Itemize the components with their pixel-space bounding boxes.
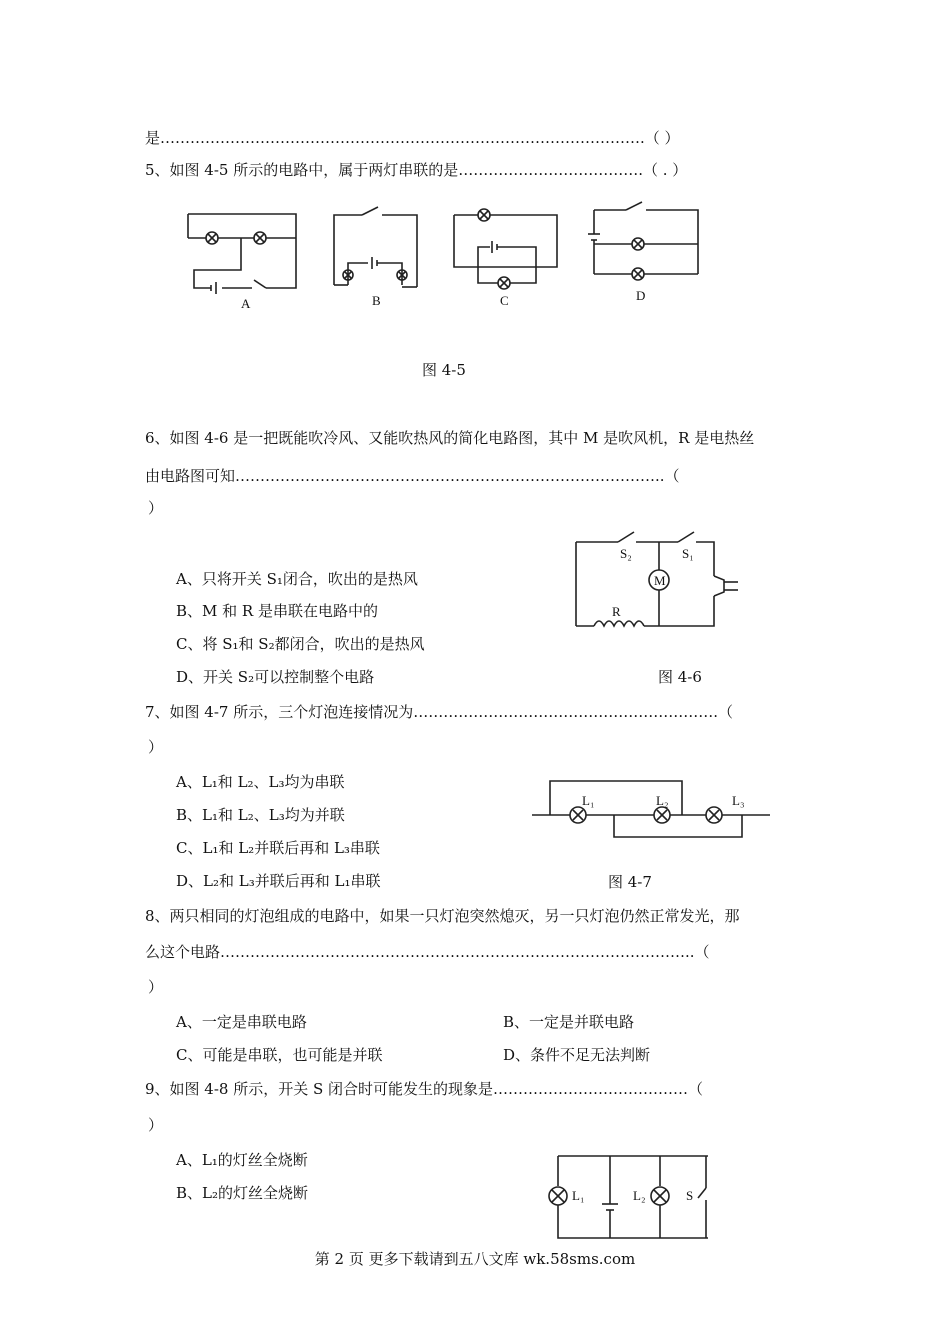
q9-stem-line1: 9、如图 4-8 所示，开关 S 闭合时可能发生的现象是…………………………………（	[145, 1080, 704, 1098]
q7-option-b: B、L₁和 L₂、L₃均为并联	[176, 806, 345, 824]
q8-option-a: A、一定是串联电路	[176, 1013, 307, 1031]
fig47-label-l3: L₃	[732, 793, 745, 808]
fig-4-7-circuit	[530, 775, 775, 845]
fig48-label-s: S	[686, 1188, 694, 1203]
q7-stem-line2: ）	[148, 738, 164, 756]
fig46-label-m: M	[654, 573, 666, 588]
q9-option-a: A、L₁的灯丝全烧断	[176, 1151, 308, 1169]
fig45-label-c: C	[500, 293, 509, 308]
fig45-label-a: A	[241, 296, 251, 311]
fig-4-6-circuit	[574, 530, 754, 635]
fig-4-5-circuit-c	[452, 205, 562, 310]
fig-4-5-circuit-b	[332, 205, 422, 315]
fig-4-6-caption: 图 4-6	[658, 668, 702, 686]
q8-stem-line2: 么这个电路…………………………………………………………………………………..（	[145, 943, 710, 961]
page-footer: 第 2 页 更多下载请到五八文库 wk.58sms.com	[314, 1250, 636, 1268]
q6-stem-line2: 由电路图可知…………………………………………………………………………..（	[145, 467, 680, 485]
fig-4-5-circuit-a	[186, 212, 301, 312]
q8-option-b: B、一定是并联电路	[503, 1013, 635, 1031]
fig47-label-l1: L₁	[582, 793, 595, 808]
fig46-label-r: R	[612, 604, 621, 619]
fig48-label-l1: L₁	[572, 1188, 585, 1203]
fig-4-8-circuit	[548, 1150, 718, 1242]
q7-option-c: C、L₁和 L₂并联后再和 L₃串联	[176, 839, 380, 857]
q6-option-d: D、开关 S₂可以控制整个电路	[176, 668, 375, 686]
q8-option-d: D、条件不足无法判断	[503, 1046, 651, 1064]
q8-stem-line3: ）	[148, 978, 164, 996]
q8-stem-line1: 8、两只相同的灯泡组成的电路中，如果一只灯泡突然熄灭，另一只灯泡仍然正常发光，那	[145, 907, 740, 925]
fig-4-5-circuit-d	[586, 200, 706, 310]
q6-stem-line1: 6、如图 4-6 是一把既能吹冷风、又能吹热风的简化电路图，其中 M 是吹风机，R 是电热丝	[145, 429, 755, 447]
fig46-label-s1: S₁	[682, 546, 694, 561]
q7-option-d: D、L₂和 L₃并联后再和 L₁串联	[176, 872, 381, 890]
q8-option-c: C、可能是串联，也可能是并联	[176, 1046, 383, 1064]
q5-stem: 5、如图 4-5 所示的电路中，属于两灯串联的是……………………………….（ . ）	[145, 161, 688, 179]
q6-option-b: B、M 和 R 是串联在电路中的	[176, 602, 378, 620]
fig47-label-l2: L₂	[656, 793, 669, 808]
fig-4-7-caption: 图 4-7	[608, 873, 652, 891]
q7-option-a: A、L₁和 L₂、L₃均为串联	[176, 773, 345, 791]
q7-stem-line1: 7、如图 4-7 所示，三个灯泡连接情况为…………………………………………………….（	[145, 703, 734, 721]
q6-stem-line3: ）	[148, 499, 164, 517]
fig45-label-b: B	[372, 293, 381, 308]
q6-option-a: A、只将开关 S₁闭合，吹出的是热风	[176, 570, 418, 588]
fig46-label-s2: S₂	[620, 546, 632, 561]
fig48-label-l2: L₂	[633, 1188, 646, 1203]
fig45-label-d: D	[636, 288, 646, 303]
q6-option-c: C、将 S₁和 S₂都闭合，吹出的是热风	[176, 635, 425, 653]
fig-4-5-caption: 图 4-5	[422, 361, 466, 379]
q4-tail: 是…………………………………………………………………………………….（ ）	[145, 129, 680, 147]
q9-option-b: B、L₂的灯丝全烧断	[176, 1184, 308, 1202]
q9-stem-line2: ）	[148, 1116, 164, 1134]
